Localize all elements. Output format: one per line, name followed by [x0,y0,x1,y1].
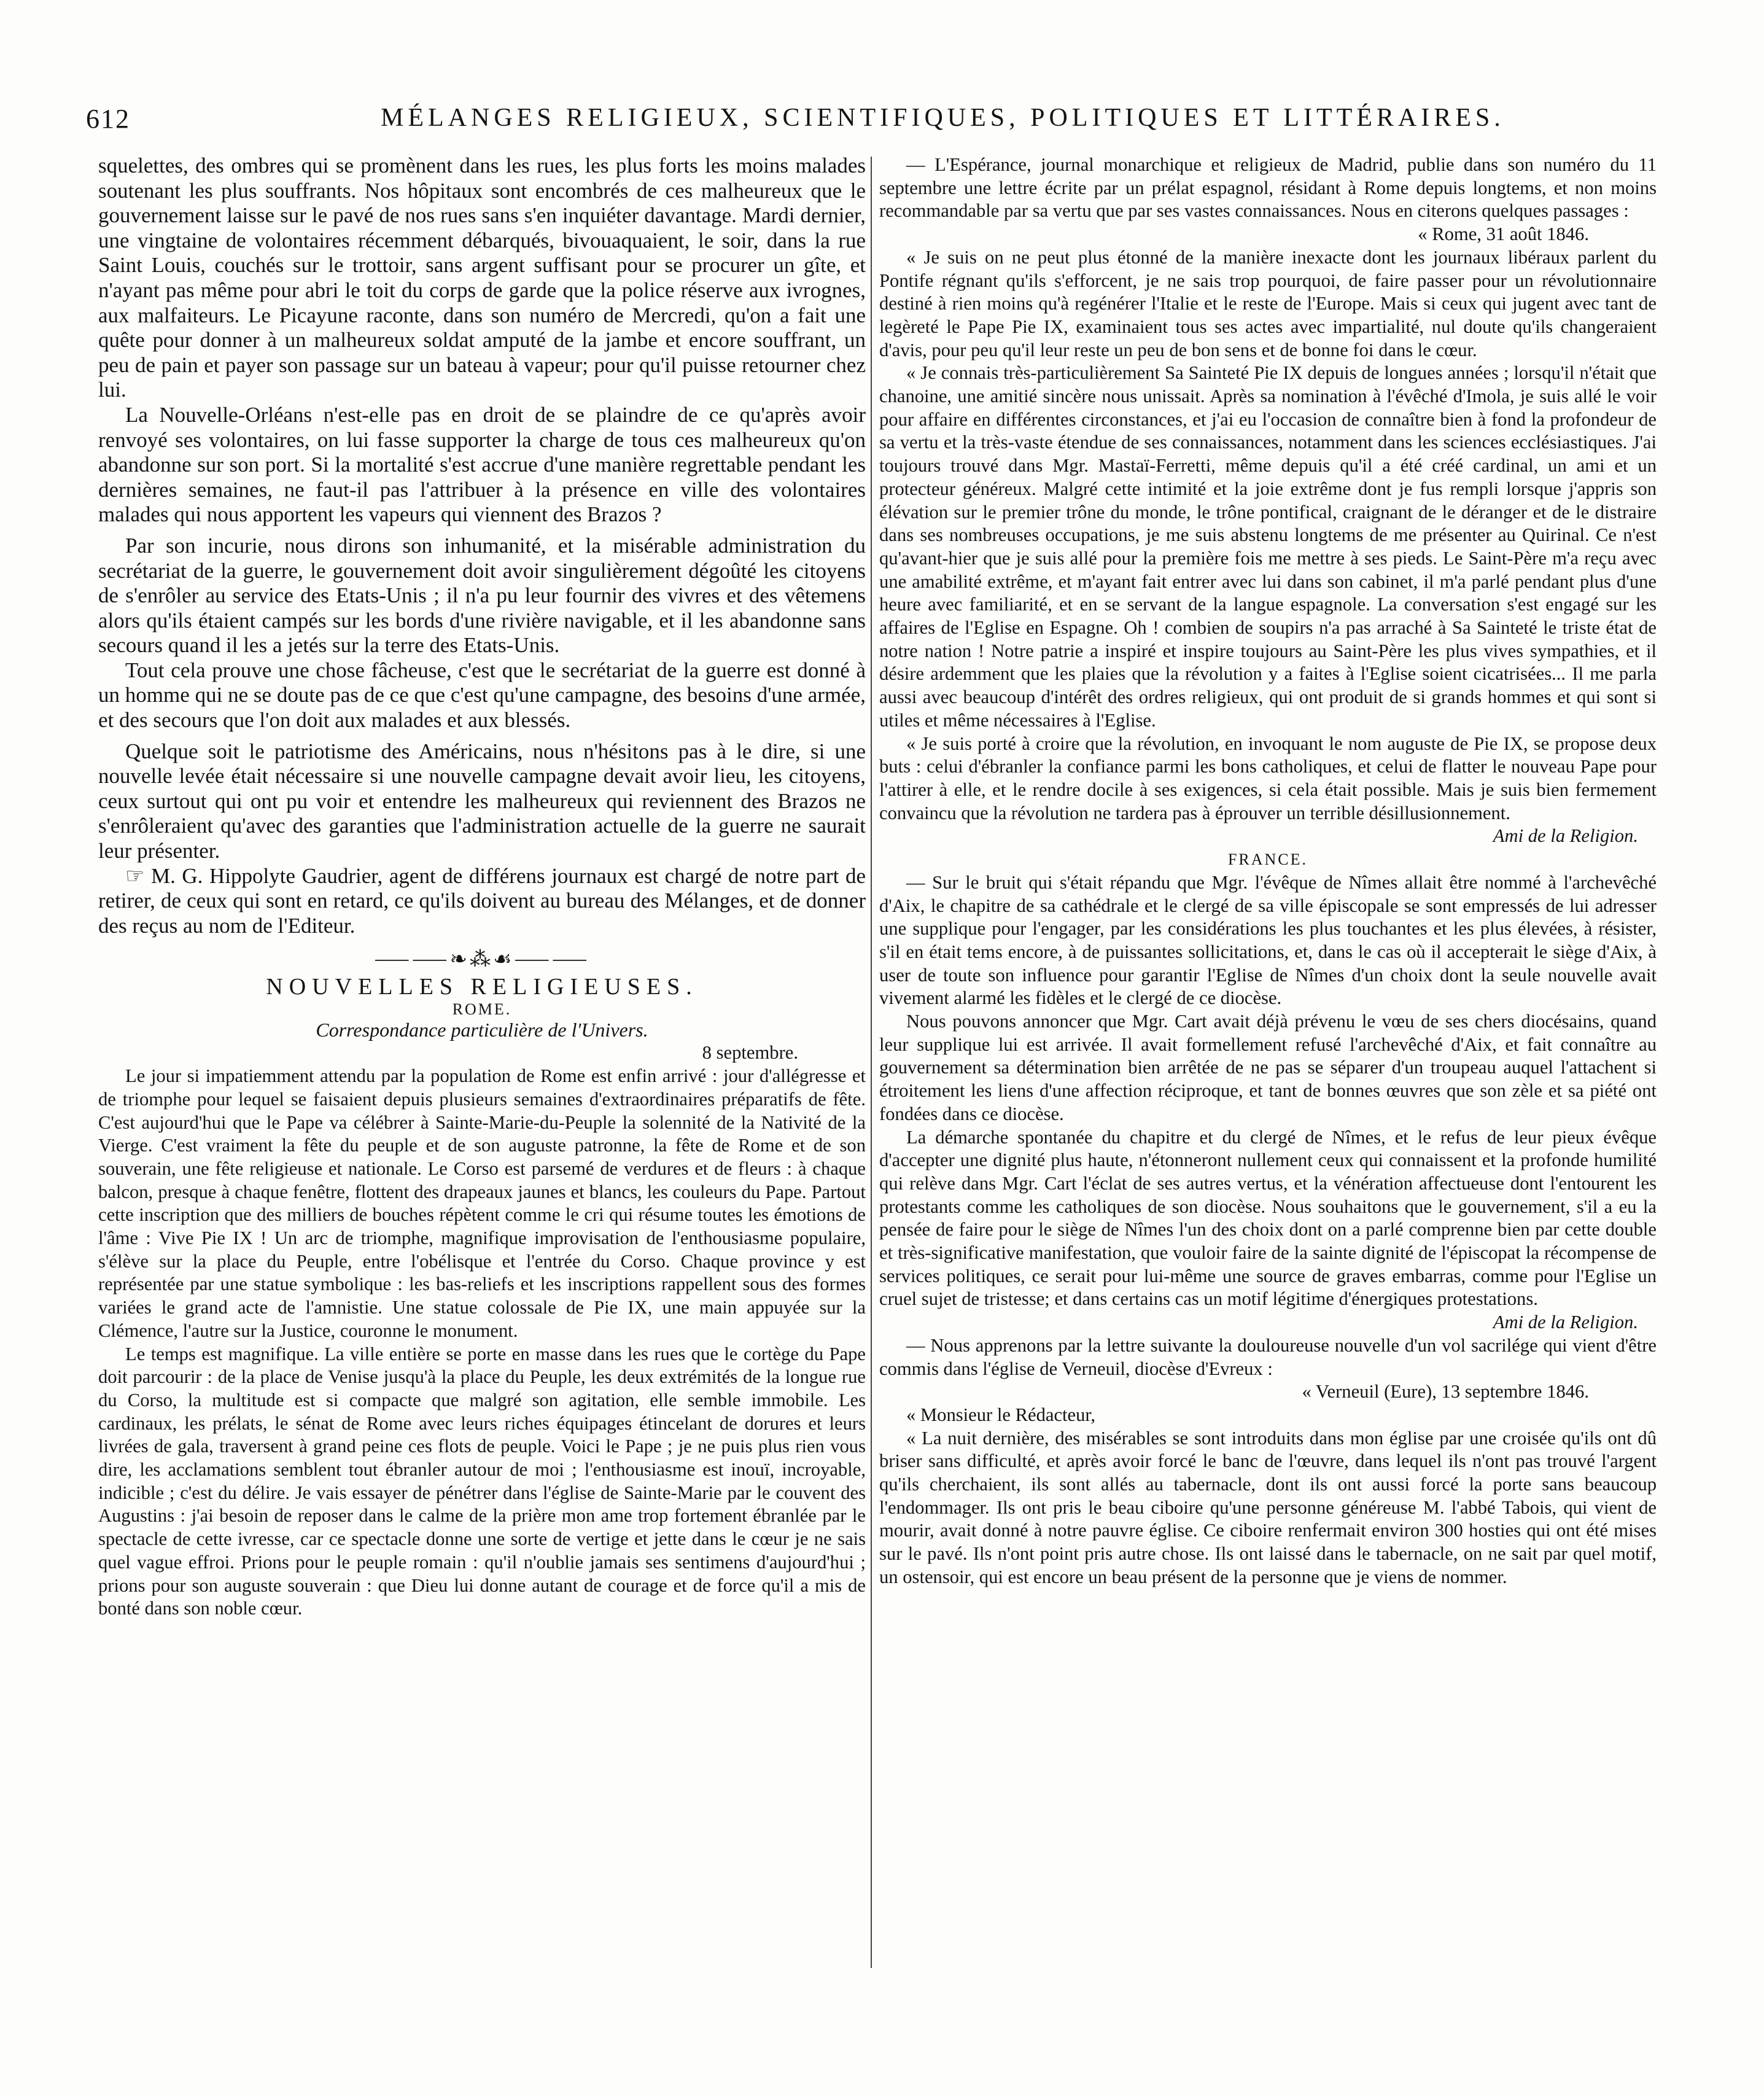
paragraph: — Sur le bruit qui s'était répandu que Mgr. l'évêque de Nîmes allait être nommé à l'archevêché d'Aix, le chapitre de sa cathédrale et le clergé de sa ville épiscopale se sont empressés de lui adresser une supplique pour l'engager, par les considérations les plus touchantes et les plus élevées, à résister, s'il en était tems encore, à de puissantes sollicitations, et, dans le cas où il accepterait le siège d'Aix, à user de toute son influence pour garantir l'Eglise de Nîmes d'un choix dont la seule nouvelle avait vivement alarmé les fidèles et le clergé de ce diocèse. [879,871,1657,1009]
left-column [98,154,866,1971]
source-signature: Ami de la Religion. [1493,1312,1638,1333]
dateline-place: FRANCE. [1227,850,1308,869]
paragraph: « Je connais très-particulièrement Sa Sainteté Pie IX depuis de longues années ; lorsqu'il n'était que chanoine, une amitié sincère nous unissait. Après sa nomination à l'évêché d'Imola, je suis allé le voir pour affaire en différentes circonstances, et j'ai eu l'occasion de connaître bien à fond la profondeur de sa vertu et la très-vaste étendue de ses connaissances, notamment dans les sciences ecclésiastiques. J'ai toujours trouvé dans Mgr. Mastaï-Ferretti, même depuis qu'il a été créé cardinal, un ami et un protecteur généreux. Malgré cette intimité et la joie extrême dont je fus rempli lorsque j'appris son élévation sur le premier trône du monde, le trône pontifical, craignant de le déranger et de le distraire dans ses nombreuses occupations, je me suis abstenu longtems de me présenter au Quirinal. Ce n'est qu'avant-hier que je suis allé pour la première fois me mettre à ses pieds. Le Saint-Père m'a reçu avec une amabilité extrême, et m'ayant fait entrer avec lui dans son cabinet, il m'a parlé pendant plus d'une heure avec familiarité, et en se servant de la langue espagnole. La conversation s'est engagé sur les affaires de l'Eglise en Espagne. Oh ! combien de soupirs n'a pas arraché à Sa Sainteté le triste état de notre nation ! Notre patrie a inspiré et inspire toujours au Saint-Père les plus vives sympathies, et il désire ardemment que les plaies que la révolution y a faites à l'Eglise soient cicatrisées... Il me parla aussi avec beaucoup d'intérêt des ordres religieux, qui ont produit de si grands hommes et qui sont si utiles et même nécessaires à l'Eglise. [879,362,1657,731]
right-column [879,154,1657,1971]
page-header [86,103,1676,146]
paragraph: Tout cela prouve une chose fâcheuse, c'est que le secrétariat de la guerre est donné à un homme qui ne se doute pas de ce que c'est qu'une campagne, des besoins d'une armée, et des secours que l'on doit aux malades et aux blessés. [98,658,866,733]
dateline-place: ROME. [452,1000,512,1019]
paragraph: « Je suis on ne peut plus étonné de la manière inexacte dont les journaux libéraux parlent du Pontife régnant qu'ils s'efforcent, je ne sais trop pourquoi, de faire passer pour un révolutionnaire destiné à rien moins qu'à regénérer l'Italie et le reste de l'Europe. Mais si ceux qui jugent avec tant de legèreté le Pape Pie IX, examinaient tous ses actes avec impartialité, nul doute qu'ils changeraient d'avis, pour peu qu'il leur reste un peu de bon sens et de bonne foi dans le cœur. [879,246,1657,360]
section-title: NOUVELLES RELIGIEUSES. [266,974,698,1000]
letter-date: « Rome, 31 août 1846. [1418,224,1589,245]
correspondence-heading: Correspondance particulière de l'Univers. [316,1019,648,1041]
paragraph: — L'Espérance, journal monarchique et religieux de Madrid, publie dans son numéro du 11 septembre une lettre écrite par un prélat espagnol, résidant à Rome depuis longtems, et non moins recommandable par sa vertu que par ses vastes connaissances. Nous en citerons quelques passages : [879,154,1657,222]
paragraph: La Nouvelle-Orléans n'est-elle pas en droit de se plaindre de ce qu'après avoir renvoyé ses volontaires, on lui fasse supporter la charge de tous ces malheureux qu'on abandonne sur son port. Si la mortalité s'est accrue d'une manière regrettable pendant les dernières semaines, ne faut-il pas l'attribuer à la présence en ville des volontaires malades qui nous apportent les vapeurs qui viennent des Brazos ? [98,402,866,527]
source-signature: Ami de la Religion. [1493,825,1638,847]
paragraph: Le jour si impatiemment attendu par la population de Rome est enfin arrivé : jour d'allégresse et de triomphe pour lequel se faisaient depuis plusieurs semaines d'extraordinaires préparatifs de fête. C'est aujourd'hui que le Pape va célébrer à Sainte-Marie-du-Peuple la solennité de la Nativité de la Vierge. C'est vraiment la fête du peuple et de son auguste patronne, la fête de Rome et de son souverain, une fête religieuse et nationale. Le Corso est parsemé de verdures et de fleurs : à chaque balcon, presque à chaque fenêtre, flottent des drapeaux jaunes et blancs, les couleurs du Pape. Partout cette inscription que des milliers de bouches répètent comme le cri qui résume toutes les émotions de l'âme : Vive Pie IX ! Un arc de triomphe, magnifique improvisation de l'enthousiasme populaire, s'élève sur la place du Peuple, entre l'obélisque et l'entrée du Corso. Chaque province y est représentée par une statue symbolique : les bas-reliefs et les inscriptions rappellent sous des formes variées le grand acte de l'amnistie. Une statue colossale de Pie IX, une main appuyée sur la Clémence, l'autre sur la Justice, couronne le monument. [98,1065,866,1341]
page-number: 612 [86,104,130,134]
dateline-date: 8 septembre. [702,1042,798,1064]
section-ornament: ⸺⸺❧⁂☙⸺⸺ [374,948,590,971]
letter-salutation: « Monsieur le Rédacteur, [906,1404,1096,1425]
paragraph: « Je suis porté à croire que la révolution, en invoquant le nom auguste de Pie IX, se propose deux buts : celui d'ébranler la confiance parmi les bons catholiques, et celui de flatter le nouveau Pape pour l'attirer à elle, et le rendre docile à ses exigences, si cela était possible. Mais je suis bien fermement convaincu que la révolution ne tardera pas à éprouver un terrible désillusionnement. [879,733,1657,823]
letter-date: « Verneuil (Eure), 13 septembre 1846. [1302,1381,1589,1403]
paragraph: Nous pouvons annoncer que Mgr. Cart avait déjà prévenu le vœu de ses chers diocésains, quand leur supplique lui est arrivée. Il avait formellement refusé l'archevêché d'Aix, et fait connaître au gouvernement sa détermination bien arrêtée de ne pas se séparer d'un troupeau auquel l'attachent si étroitement les liens d'une affection réciproque, et tant de bonnes œuvres que son zèle et sa piété ont fondées dans ce diocèse. [879,1011,1657,1124]
paragraph: — Nous apprenons par la lettre suivante la douloureuse nouvelle d'un vol sacrilége qui vient d'être commis dans l'église de Verneuil, diocèse d'Evreux : [879,1334,1657,1379]
running-title: MÉLANGES RELIGIEUX, SCIENTIFIQUES, POLITIQUES ET LITTÉRAIRES. [381,104,1505,132]
paragraph: La démarche spontanée du chapitre et du clergé de Nîmes, et le refus de leur pieux évêque d'accepter une dignité plus haute, n'étonneront nullement ceux qui connaissent et la profonde humilité qui relève dans Mgr. Cart l'éclat de ses autres vertus, et la vénération affectueuse dont l'entourent les protestants comme les catholiques de son diocèse. Nous souhaitons que le gouvernement, s'il a eu la pensée de faire pour le siège de Nîmes l'un des choix dont on a parlé comprenne bien par cette double et très-significative manifestation, que vouloir faire de la sainte dignité de l'épiscopat la récompense de services politiques, ce serait pour lui-même une source de graves embarras, comme pour l'Eglise un cruel sujet de tristesse; et dans certains cas un motif légitime d'énergiques protestations. [879,1126,1657,1310]
notice-paragraph: ☞ M. G. Hippolyte Gaudrier, agent de différens journaux est chargé de notre part de retirer, de ceux qui sont en retard, ce qu'ils doivent au bureau des Mélanges, et de donner des reçus au nom de l'Editeur. [98,863,866,938]
paragraph: Par son incurie, nous dirons son inhumanité, et la misérable administration du secrétariat de la guerre, le gouvernement doit avoir singulièrement dégoûté les citoyens de s'enrôler au service des Etats-Unis ; il n'a pu leur fournir des vivres et des vêtemens alors qu'ils étaient campés sur les bords d'une rivière navigable, et il les abandonne sans secours quand il les a jetés sur la terre des Etats-Unis. [98,533,866,658]
paragraph: Quelque soit le patriotisme des Américains, nous n'hésitons pas à le dire, si une nouvelle levée était nécessaire si une nouvelle campagne devait avoir lieu, les citoyens, ceux surtout qui ont pu voir et entendre les malheureux qui reviennent des Brazos ne s'enrôleraient qu'avec des garanties que l'administration actuelle de la guerre ne saurait leur présenter. [98,739,866,863]
paragraph: Le temps est magnifique. La ville entière se porte en masse dans les rues que le cortège du Pape doit parcourir : de la place de Venise jusqu'à la place du Peuple, les deux extrémités de la longue rue du Corso, la multitude est si compacte que malgré son agitation, elle semble immobile. Les cardinaux, les prélats, le sénat de Rome avec leurs riches équipages étincelant de dorures et leurs livrées de gala, traversent à grand peine ces flots de peuple. Voici le Pape ; je ne puis plus rien vous dire, les acclamations semblent tout ébranler autour de moi ; l'enthousiasme est inouï, incroyable, indicible ; c'est du délire. Je vais essayer de pénétrer dans l'église de Sainte-Marie par le couvent des Augustins : j'ai besoin de reposer dans le calme de la prière mon ame trop fortement ébranlée par le spectacle de cette ivresse, car ce spectacle donne une sorte de vertige et jette dans le cœur je ne sais quel vague effroi. Prions pour le peuple romain : qu'il n'oublie jamais ses sentimens d'aujourd'hui ; prions pour son auguste souverain : que Dieu lui donne autant de courage et de force qu'il a mis de bonté dans son noble cœur. [98,1343,866,1619]
column-divider [871,157,872,1968]
paragraph: squelettes, des ombres qui se promènent dans les rues, les plus forts les moins malades soutenant les plus souffrants. Nos hôpitaux sont encombrés de ces malheureux que le gouvernement laisse sur le pavé de nos rues sans s'en inquiéter davantage. Mardi dernier, une vingtaine de volontaires récemment débarqués, bivouaquaient, le soir, dans la rue Saint Louis, couchés sur le trottoir, sans argent suffisant pour se procurer un gîte, et n'ayant pas même pour abri le toit du corps de garde que la police réserve aux ivrognes, aux malfaiteurs. Le Picayune raconte, dans son numéro de Mercredi, qu'on a fait une quête pour donner à un malheureux soldat amputé de la jambe et encore souffrant, un peu de pain et payer son passage sur un bateau à vapeur; pour qu'il puisse retourner chez lui. [98,154,866,402]
paragraph: « La nuit dernière, des misérables se sont introduits dans mon église par une croisée qu'ils ont dû briser sans difficulté, et après avoir forcé le banc de l'œuvre, dans lequel ils n'ont pas trouvé l'argent qu'ils cherchaient, ils sont allés au tabernacle, dont ils ont aussi forcé la porte sans beaucoup l'endommager. Ils ont pris le beau ciboire qu'une personne généreuse M. l'abbé Tabois, qui vient de mourir, avait donné à notre pauvre église. Ce ciboire renfermait environ 300 hosties qui ont été mises sur le pavé. Ils n'ont point pris autre chose. Ils ont laissé dans le tabernacle, on ne sait par quel motif, un ostensoir, qui est encore un beau présent de la personne que je viens de nommer. [879,1427,1657,1587]
